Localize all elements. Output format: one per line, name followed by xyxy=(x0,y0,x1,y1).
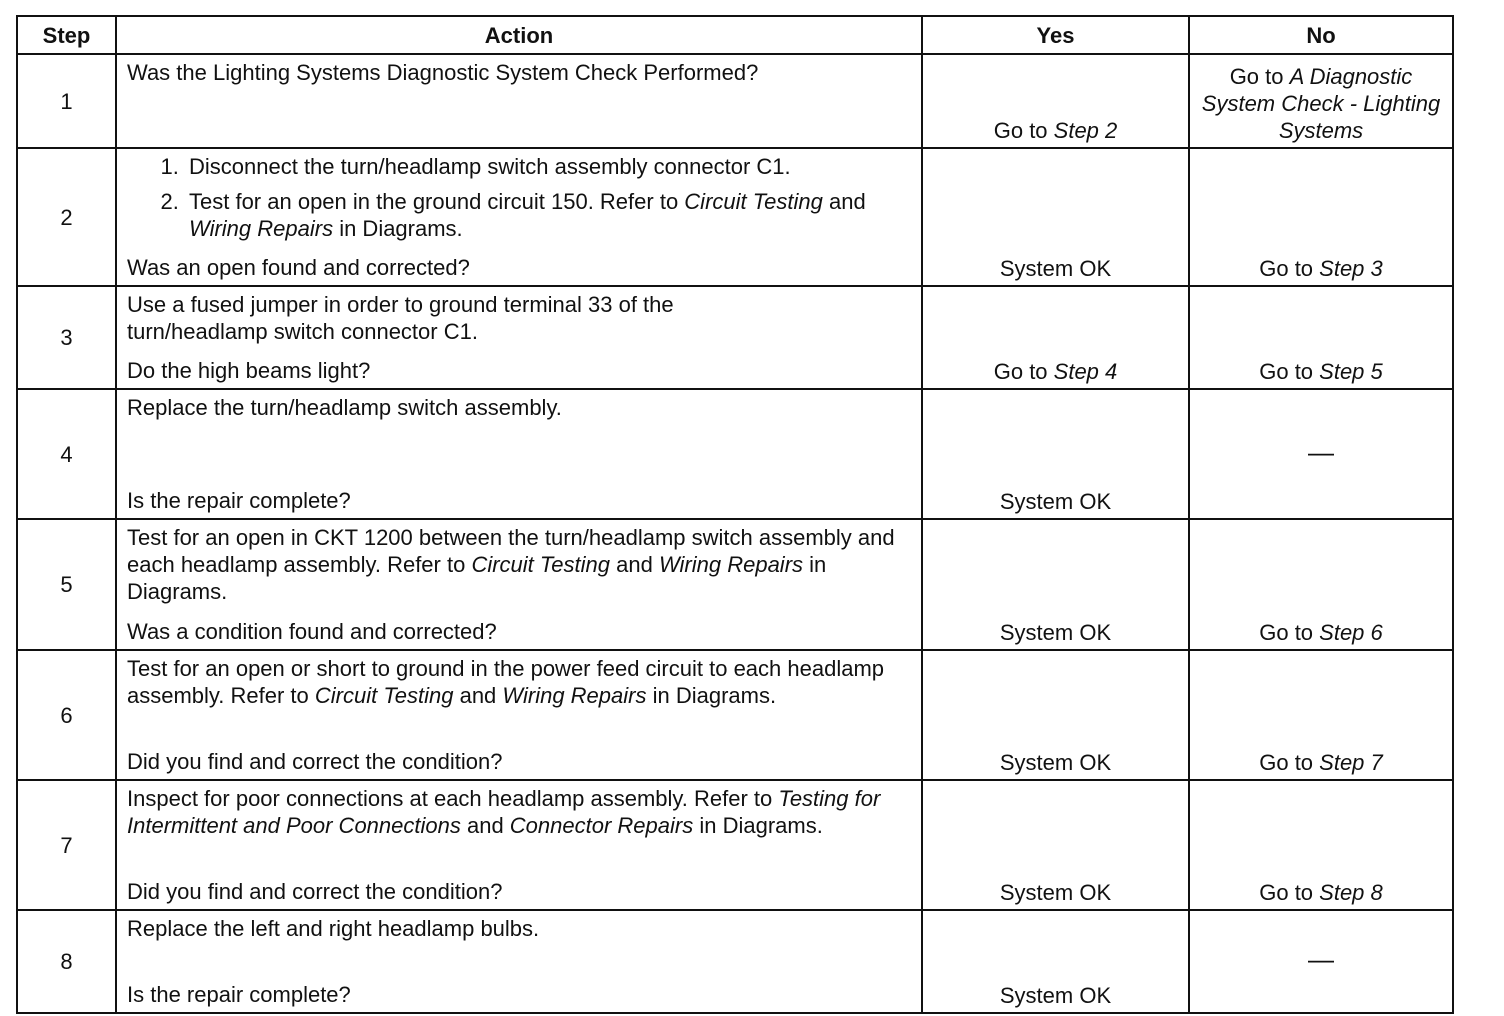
no-cell: Go to Step 6 xyxy=(1189,519,1453,650)
table-row xyxy=(17,389,1453,519)
list-item: 1. Disconnect the turn/headlamp switch assembly connector C1. xyxy=(185,153,911,180)
action-text: Inspect for poor connections at each headlamp assembly. Refer to Testing for Intermittent and Poor Connections and Connector Repairs in Diagrams. xyxy=(127,786,881,838)
action-cell xyxy=(116,389,922,519)
table-row xyxy=(17,780,1453,910)
dash-placeholder: — xyxy=(1308,436,1334,467)
action-question: Do the high beams light? xyxy=(127,358,371,383)
header-step: Step xyxy=(17,16,116,54)
no-cell xyxy=(1189,389,1453,519)
table-row xyxy=(17,519,1453,650)
no-cell: Go to Step 8 xyxy=(1189,780,1453,910)
action-text: Replace the left and right headlamp bulbs. xyxy=(127,916,540,941)
no-cell: Go to Step 7 xyxy=(1189,650,1453,780)
list-item: 2. Test for an open in the ground circuit 150. Refer to Circuit Testing and Wiring Repairs in Diagrams. xyxy=(185,188,911,242)
step-number: 2 xyxy=(17,148,116,286)
table-row xyxy=(17,148,1453,286)
header-row xyxy=(17,16,1453,54)
yes-cell: Go to Step 4 xyxy=(922,286,1189,389)
action-cell xyxy=(116,910,922,1013)
yes-cell: System OK xyxy=(922,910,1189,1013)
step-number: 8 xyxy=(17,910,116,1013)
no-cell: Go to Step 3 xyxy=(1189,148,1453,286)
action-question: Is the repair complete? xyxy=(127,488,351,513)
header-no: No xyxy=(1189,16,1453,54)
action-cell xyxy=(116,780,922,910)
table-row xyxy=(17,650,1453,780)
no-cell xyxy=(1189,910,1453,1013)
action-question: Was an open found and corrected? xyxy=(127,255,470,280)
action-question: Did you find and correct the condition? xyxy=(127,879,503,904)
action-steps-list xyxy=(127,153,911,250)
step-number: 3 xyxy=(17,286,116,389)
action-cell xyxy=(116,650,922,780)
yes-cell: System OK xyxy=(922,389,1189,519)
action-question: Did you find and correct the condition? xyxy=(127,749,503,774)
no-cell: Go to Step 5 xyxy=(1189,286,1453,389)
yes-cell: System OK xyxy=(922,650,1189,780)
yes-cell: System OK xyxy=(922,780,1189,910)
step-number: 1 xyxy=(17,54,116,148)
table-row xyxy=(17,54,1453,148)
action-text: Test for an open or short to ground in the power feed circuit to each headlamp assembly. Refer to Circuit Testing and Wiring Repairs in Diagrams. xyxy=(127,656,885,708)
action-cell xyxy=(116,519,922,650)
yes-cell: System OK xyxy=(922,148,1189,286)
step-number: 7 xyxy=(17,780,116,910)
action-question: Is the repair complete? xyxy=(127,982,351,1007)
action-cell xyxy=(116,148,922,286)
action-question: Was a condition found and corrected? xyxy=(127,619,497,644)
header-action: Action xyxy=(116,16,922,54)
yes-cell: Go to Step 2 xyxy=(922,54,1189,148)
step-number: 6 xyxy=(17,650,116,780)
action-cell xyxy=(116,286,922,389)
table-row xyxy=(17,910,1453,1013)
action-text: Replace the turn/headlamp switch assembly. xyxy=(127,395,562,420)
action-text: Test for an open in CKT 1200 between the turn/headlamp switch assembly and each headlamp assembly. Refer to Circuit Testing and Wiring Repairs in Diagrams. xyxy=(127,525,895,604)
step-number: 4 xyxy=(17,389,116,519)
diagnostic-table xyxy=(16,15,1454,1014)
header-yes: Yes xyxy=(922,16,1189,54)
step-number: 5 xyxy=(17,519,116,650)
dash-placeholder: — xyxy=(1308,944,1334,974)
action-cell xyxy=(116,54,922,148)
table-row xyxy=(17,286,1453,389)
no-cell: Go to A Diagnostic System Check - Lighting Systems xyxy=(1189,54,1453,148)
action-text: Use a fused jumper in order to ground terminal 33 of the turn/headlamp switch connector C1. xyxy=(127,292,674,344)
yes-cell: System OK xyxy=(922,519,1189,650)
action-text: Was the Lighting Systems Diagnostic System Check Performed? xyxy=(127,60,759,85)
